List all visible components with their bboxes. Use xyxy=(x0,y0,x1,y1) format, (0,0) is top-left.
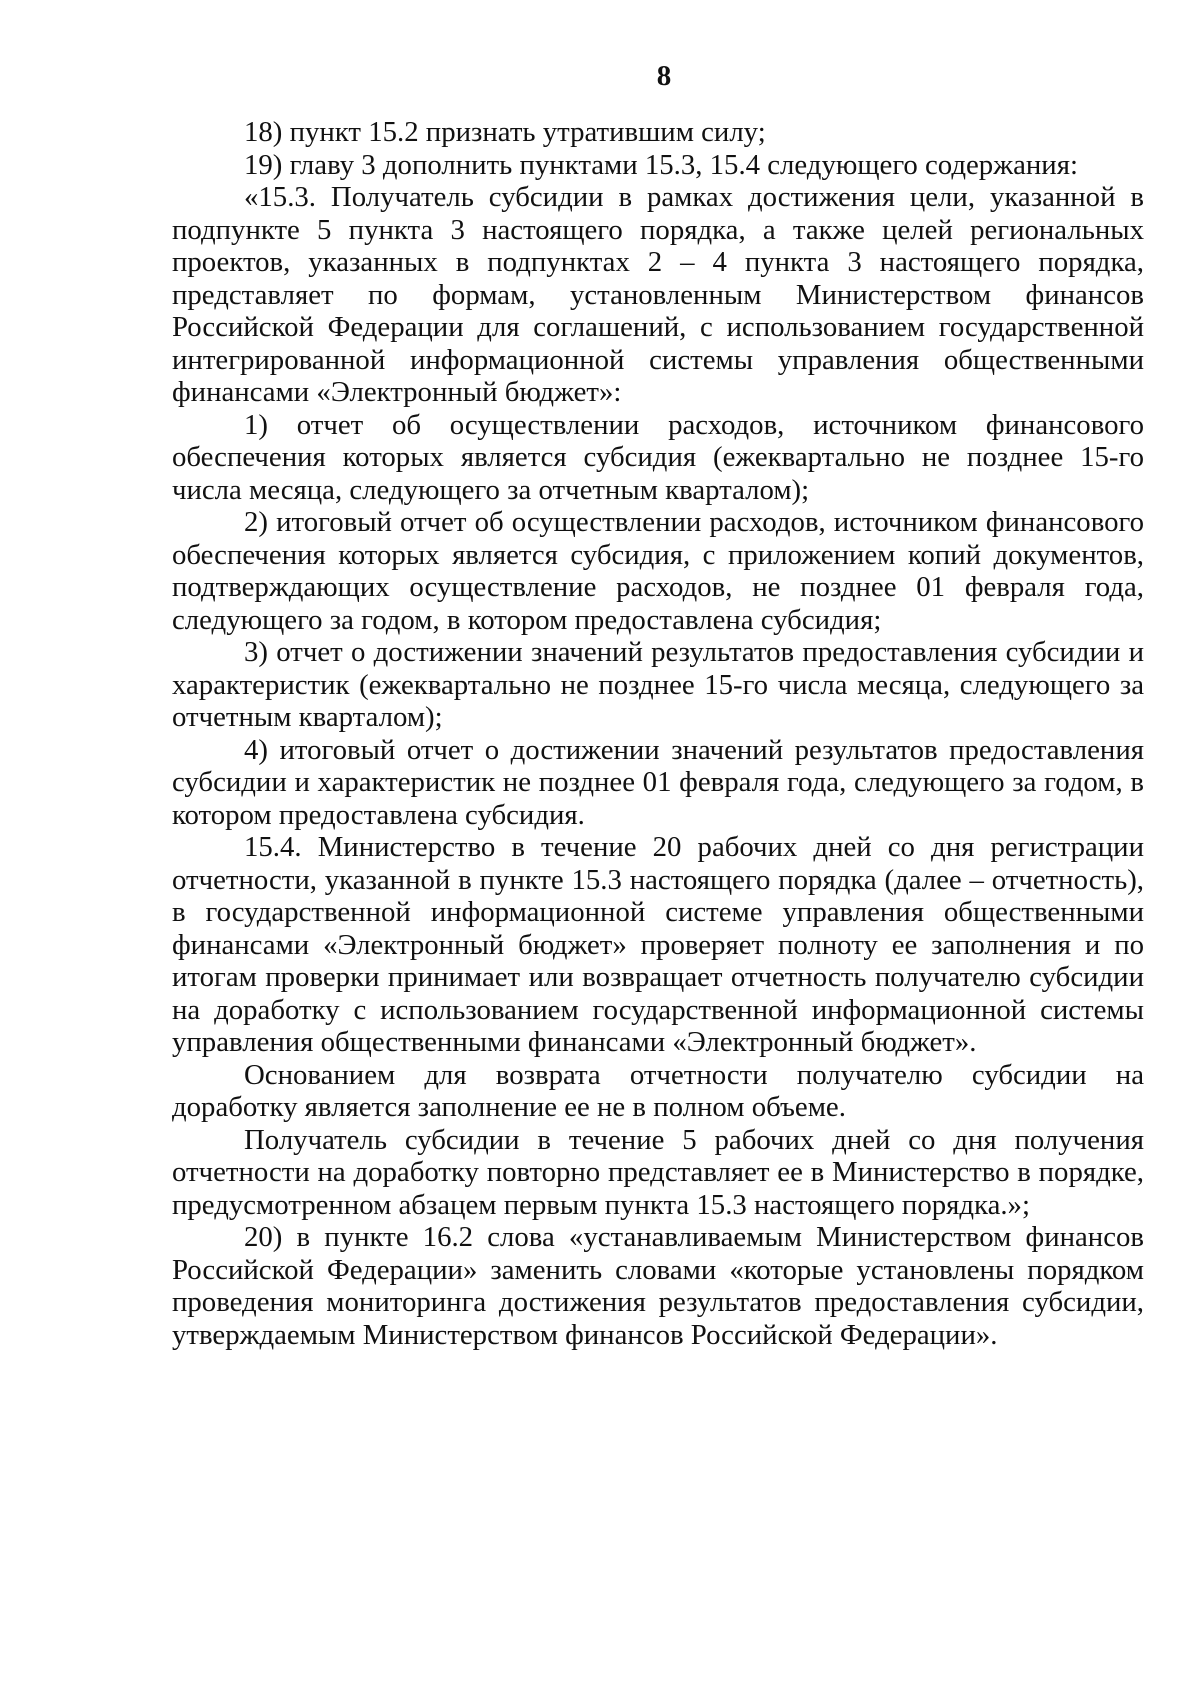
document-body xyxy=(172,116,1144,1351)
paragraph-item-20: 20) в пункте 16.2 слова «устанавливаемым Министерством финансов Российской Федерации» заменить словами «которые установлены порядком проведения мониторинга достижения результатов предоставления субсидии, утверждаемым Министерством финансов Российской Федерации». xyxy=(172,1221,1144,1351)
paragraph-return-grounds: Основанием для возврата отчетности получателю субсидии на доработку является заполнение ее не в полном объеме. xyxy=(172,1058,1144,1123)
paragraph-clause-15-3: «15.3. Получатель субсидии в рамках достижения цели, указанной в подпункте 5 пункта 3 настоящего порядка, а также целей региональных проектов, указанных в подпунктах 2 – 4 пункта 3 настоящего порядка, представляет по формам, установленным Министерством финансов Российской Федерации для соглашений, с использованием государственной интегрированной информационной системы управления общественными финансами «Электронный бюджет»: xyxy=(172,181,1144,408)
paragraph-item-18: 18) пункт 15.2 признать утратившим силу; xyxy=(244,116,766,148)
paragraph-resubmission: Получатель субсидии в течение 5 рабочих дней со дня получения отчетности на доработку повторно представляет ее в Министерство в порядке, предусмотренном абзацем первым пункта 15.3 настоящего порядка.»; xyxy=(172,1123,1144,1221)
paragraph-subitem-3: 3) отчет о достижении значений результатов предоставления субсидии и характеристик (ежеквартально не позднее 15-го числа месяца, следующего за отчетным кварталом); xyxy=(172,636,1144,733)
page-number: 8 xyxy=(656,60,672,92)
paragraph-clause-15-4: 15.4. Министерство в течение 20 рабочих дней со дня регистрации отчетности, указанной в пункте 15.3 настоящего порядка (далее – отчетность), в государственной информационной системе управления общественными финансами «Электронный бюджет» проверяет полноту ее заполнения и по итогам проверки принимает или возвращает отчетность получателю субсидии на доработку с использованием государственной информационной системы управления общественными финансами «Электронный бюджет». xyxy=(172,831,1144,1058)
paragraph-item-19: 19) главу 3 дополнить пунктами 15.3, 15.4 следующего содержания: xyxy=(244,148,1078,181)
paragraph-subitem-1: 1) отчет об осуществлении расходов, источником финансового обеспечения которых является субсидия (ежеквартально не позднее 15-го числа месяца, следующего за отчетным кварталом); xyxy=(172,408,1144,506)
paragraph-subitem-2: 2) итоговый отчет об осуществлении расходов, источником финансового обеспечения которых является субсидия, с приложением копий документов, подтверждающих осуществление расходов, не позднее 01 февраля года, следующего за годом, в котором предоставлена субсидия; xyxy=(172,506,1144,636)
paragraph-subitem-4: 4) итоговый отчет о достижении значений результатов предоставления субсидии и характеристик не позднее 01 февраля года, следующего за годом, в котором предоставлена субсидия. xyxy=(172,733,1144,831)
